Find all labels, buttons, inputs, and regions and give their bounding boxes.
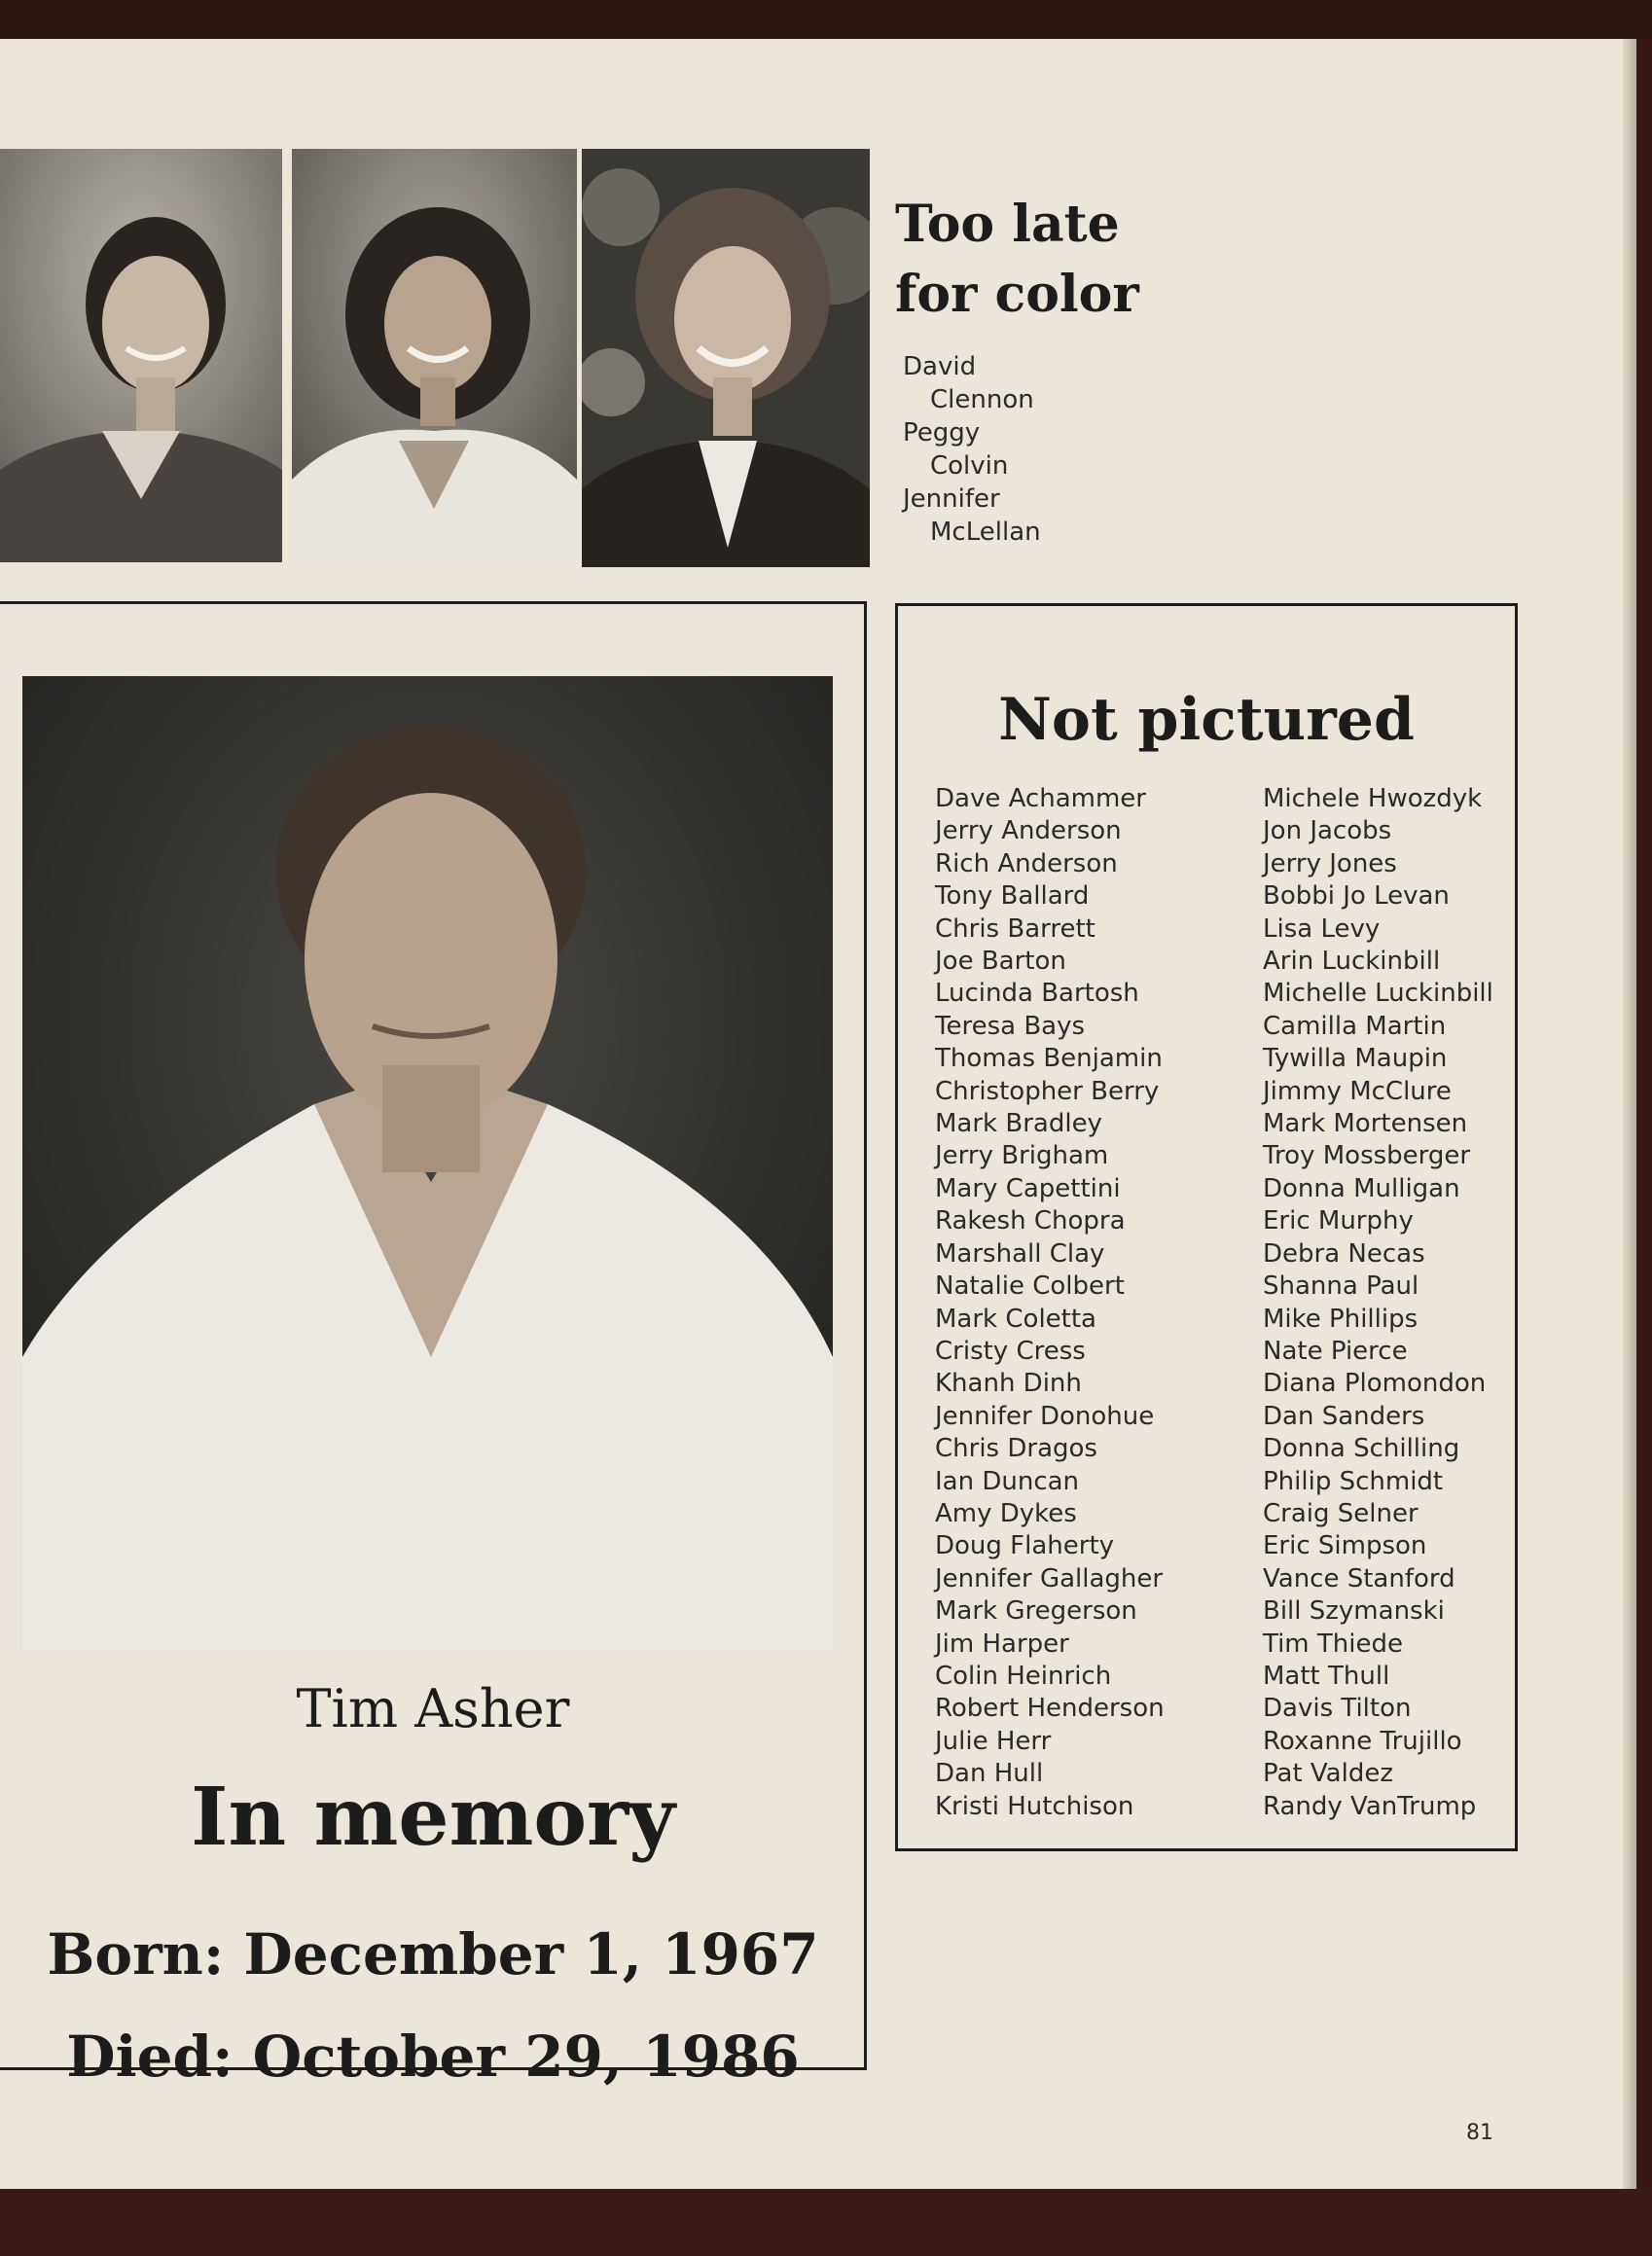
memorial-portrait-photo <box>22 676 833 1650</box>
list-item: Roxanne Trujillo <box>1263 1726 1462 1756</box>
list-item <box>903 483 1097 549</box>
list-item: Mary Capettini <box>935 1173 1121 1203</box>
list-item: Michele Hwozdyk <box>1263 784 1483 813</box>
list-item: Nate Pierce <box>1263 1336 1408 1366</box>
list-item: Mike Phillips <box>1263 1304 1419 1334</box>
list-item <box>903 350 1097 416</box>
list-item: Lisa Levy <box>1263 913 1381 944</box>
scan-bottom-border <box>0 2189 1652 2256</box>
list-item: Tony Ballard <box>935 881 1090 912</box>
page-number: 81 <box>1466 2121 1493 2145</box>
too-late-name-list <box>903 350 1097 549</box>
list-item: Rich Anderson <box>935 848 1118 878</box>
first-name: Jennifer <box>903 484 1000 514</box>
list-item: Jerry Jones <box>1263 848 1397 878</box>
memorial-died-date: Died: October 29, 1986 <box>66 2023 800 2090</box>
list-item: Cristy Cress <box>935 1336 1086 1366</box>
list-item: Dave Achammer <box>935 784 1146 813</box>
list-item: Doug Flaherty <box>935 1531 1115 1561</box>
list-item: Amy Dykes <box>935 1498 1077 1528</box>
list-item: Davis Tilton <box>1263 1694 1412 1724</box>
yearbook-page <box>0 39 1634 2189</box>
list-item: Pat Valdez <box>1263 1759 1393 1789</box>
list-item: Jimmy McClure <box>1263 1076 1452 1106</box>
list-item: Camilla Martin <box>1263 1011 1447 1041</box>
list-item: Michelle Luckinbill <box>1263 979 1493 1009</box>
list-item: Eric Simpson <box>1263 1531 1427 1561</box>
first-name: David <box>903 352 977 381</box>
list-item: Dan Hull <box>935 1759 1044 1789</box>
list-item: Thomas Benjamin <box>935 1044 1163 1074</box>
list-item: Jerry Anderson <box>935 816 1122 846</box>
list-item: Tim Thiede <box>1263 1629 1403 1659</box>
list-item: Tywilla Maupin <box>1263 1044 1448 1074</box>
memorial-heading: In memory <box>191 1771 675 1864</box>
list-item: Joe Barton <box>935 947 1066 977</box>
list-item: Arin Luckinbill <box>1263 947 1441 977</box>
too-late-title: Too late for color <box>895 195 1139 324</box>
list-item: Teresa Bays <box>935 1011 1086 1041</box>
list-item: Lucinda Bartosh <box>935 979 1139 1009</box>
list-item: Donna Mulligan <box>1263 1173 1460 1203</box>
list-item: Shanna Paul <box>1263 1271 1419 1302</box>
not-pictured-list-right <box>1263 783 1555 1823</box>
memorial-born-date: Born: December 1, 1967 <box>47 1921 819 1987</box>
list-item: Philip Schmidt <box>1263 1466 1444 1496</box>
list-item: Mark Gregerson <box>935 1596 1137 1627</box>
last-name: Clennon <box>930 385 1034 414</box>
list-item: Diana Plomondon <box>1263 1369 1487 1399</box>
list-item: Mark Bradley <box>935 1109 1102 1139</box>
last-name: McLellan <box>930 518 1041 547</box>
first-name: Peggy <box>903 418 981 448</box>
list-item: Jerry Brigham <box>935 1141 1109 1171</box>
list-item: Mark Coletta <box>935 1304 1096 1334</box>
list-item: Christopher Berry <box>935 1076 1160 1106</box>
list-item: Troy Mossberger <box>1263 1141 1471 1171</box>
list-item: Jennifer Donohue <box>935 1401 1155 1431</box>
list-item: Kristi Hutchison <box>935 1791 1134 1821</box>
list-item: Dan Sanders <box>1263 1401 1425 1431</box>
portrait-photo-2 <box>292 149 577 564</box>
list-item: Randy VanTrump <box>1263 1791 1477 1821</box>
list-item: Jim Harper <box>935 1629 1069 1659</box>
list-item: Robert Henderson <box>935 1694 1165 1724</box>
list-item: Bobbi Jo Levan <box>1263 881 1450 912</box>
not-pictured-list-left <box>935 783 1227 1823</box>
list-item: Chris Barrett <box>935 913 1095 944</box>
list-item: Jon Jacobs <box>1263 816 1392 846</box>
list-item <box>903 416 1097 483</box>
not-pictured-title: Not pictured <box>998 686 1415 754</box>
list-item: Chris Dragos <box>935 1434 1097 1464</box>
list-item: Craig Selner <box>1263 1498 1419 1528</box>
list-item: Vance Stanford <box>1263 1563 1455 1594</box>
list-item: Marshall Clay <box>935 1238 1105 1269</box>
list-item: Mark Mortensen <box>1263 1109 1468 1139</box>
list-item: Donna Schilling <box>1263 1434 1460 1464</box>
list-item: Ian Duncan <box>935 1466 1080 1496</box>
page-edge <box>1623 39 1636 2189</box>
memorial-name: Tim Asher <box>296 1678 570 1739</box>
list-item: Julie Herr <box>935 1726 1052 1756</box>
list-item: Natalie Colbert <box>935 1271 1125 1302</box>
list-item: Colin Heinrich <box>935 1661 1112 1691</box>
list-item: Matt Thull <box>1263 1661 1390 1691</box>
portrait-photo-1 <box>0 149 282 562</box>
list-item: Debra Necas <box>1263 1238 1425 1269</box>
scan-top-border <box>0 0 1652 39</box>
last-name: Colvin <box>930 451 1009 481</box>
list-item: Eric Murphy <box>1263 1206 1414 1236</box>
portrait-photo-3 <box>582 149 870 567</box>
list-item: Jennifer Gallagher <box>935 1563 1164 1594</box>
list-item: Khanh Dinh <box>935 1369 1082 1399</box>
list-item: Bill Szymanski <box>1263 1596 1445 1627</box>
list-item: Rakesh Chopra <box>935 1206 1126 1236</box>
